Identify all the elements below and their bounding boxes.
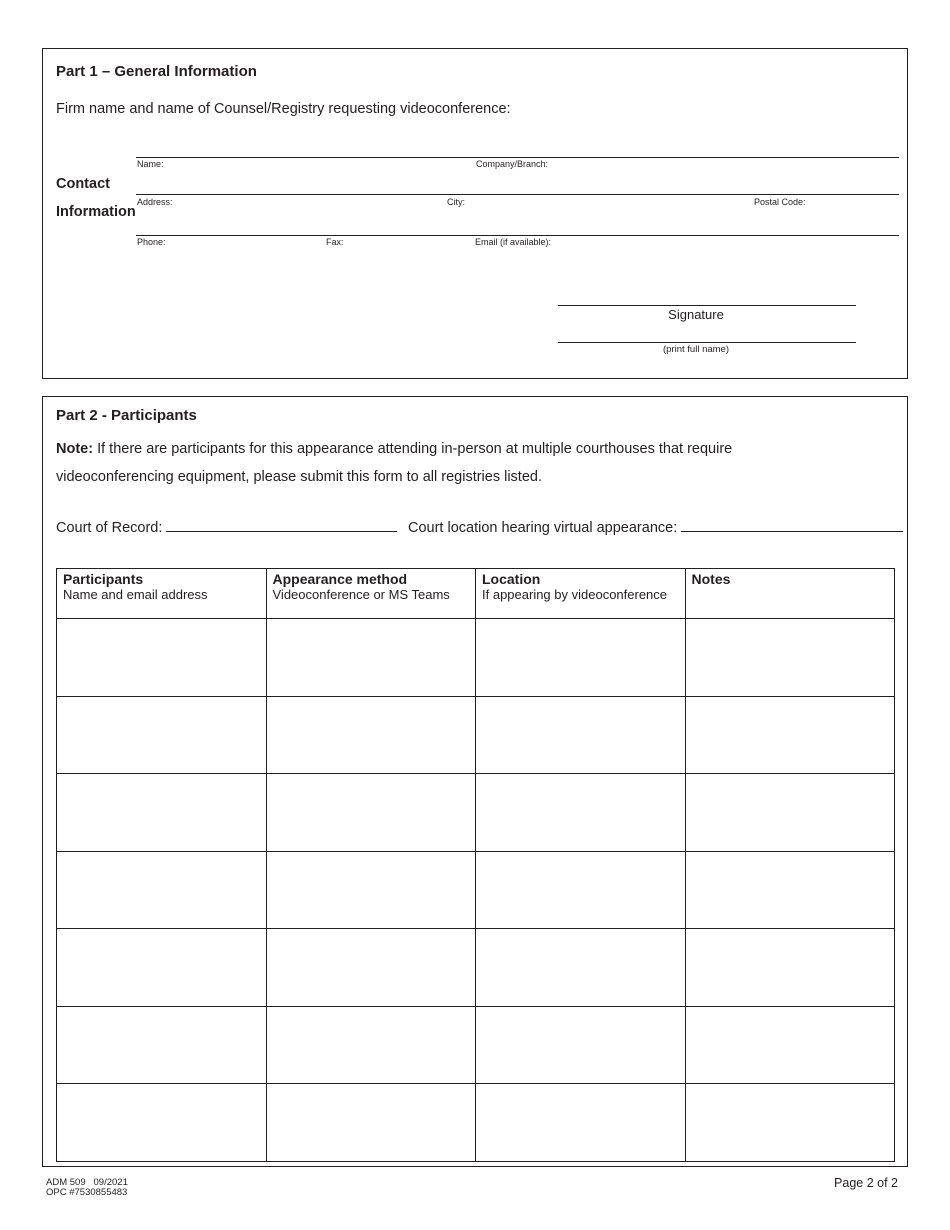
note-label: Note: bbox=[56, 441, 94, 457]
table-row bbox=[57, 696, 895, 774]
email-field[interactable] bbox=[473, 218, 899, 235]
appearance-cell[interactable] bbox=[266, 1084, 476, 1162]
location-cell[interactable] bbox=[476, 929, 686, 1007]
signature-label: Signature bbox=[668, 307, 724, 322]
address-field[interactable] bbox=[136, 177, 441, 194]
address-line bbox=[136, 194, 899, 195]
page-number: Page 2 of 2 bbox=[834, 1176, 898, 1190]
table-row bbox=[57, 929, 895, 1007]
header-location: Location If appearing by videoconference bbox=[476, 569, 686, 619]
table-header-row bbox=[57, 569, 895, 619]
notes-cell[interactable] bbox=[685, 851, 895, 929]
participant-cell[interactable] bbox=[57, 851, 267, 929]
participant-cell[interactable] bbox=[57, 1006, 267, 1084]
fax-field-label: Fax: bbox=[326, 237, 344, 247]
table-row bbox=[57, 851, 895, 929]
table-row bbox=[57, 774, 895, 852]
company-field[interactable] bbox=[474, 140, 899, 157]
participant-cell[interactable] bbox=[57, 619, 267, 697]
city-field[interactable] bbox=[445, 177, 745, 194]
appearance-cell[interactable] bbox=[266, 1006, 476, 1084]
participant-cell[interactable] bbox=[57, 696, 267, 774]
appearance-cell[interactable] bbox=[266, 774, 476, 852]
phone-field[interactable] bbox=[136, 218, 321, 235]
address-field-label: Address: bbox=[137, 197, 173, 207]
appearance-cell[interactable] bbox=[266, 619, 476, 697]
location-cell[interactable] bbox=[476, 774, 686, 852]
location-cell[interactable] bbox=[476, 1006, 686, 1084]
firm-prompt: Firm name and name of Counsel/Registry requesting videoconference: bbox=[56, 101, 511, 117]
part2-title: Part 2 - Participants bbox=[56, 407, 197, 424]
opc-number: OPC #7530855483 bbox=[46, 1187, 128, 1198]
form-code: ADM 509 09/2021 bbox=[46, 1177, 128, 1188]
name-company-line bbox=[136, 157, 899, 158]
postal-field[interactable] bbox=[752, 177, 899, 194]
notes-cell[interactable] bbox=[685, 619, 895, 697]
note-text bbox=[56, 435, 901, 491]
participants-table bbox=[56, 568, 895, 1162]
postal-field-label: Postal Code: bbox=[754, 197, 806, 207]
court-of-record-label: Court of Record: bbox=[56, 520, 163, 536]
notes-cell[interactable] bbox=[685, 696, 895, 774]
header-notes: Notes bbox=[685, 569, 895, 619]
court-of-record-row bbox=[56, 520, 397, 536]
court-location-label: Court location hearing virtual appearance: bbox=[408, 520, 678, 536]
header-participants: Participants Name and email address bbox=[57, 569, 267, 619]
participant-cell[interactable] bbox=[57, 929, 267, 1007]
appearance-cell[interactable] bbox=[266, 696, 476, 774]
email-field-label: Email (if available): bbox=[475, 237, 552, 247]
participant-cell[interactable] bbox=[57, 1084, 267, 1162]
note-line-2: videoconferencing equipment, please submit this form to all registries listed. bbox=[56, 469, 542, 485]
city-field-label: City: bbox=[447, 197, 465, 207]
appearance-cell[interactable] bbox=[266, 929, 476, 1007]
notes-cell[interactable] bbox=[685, 1006, 895, 1084]
location-cell[interactable] bbox=[476, 1084, 686, 1162]
appearance-cell[interactable] bbox=[266, 851, 476, 929]
notes-cell[interactable] bbox=[685, 774, 895, 852]
information-label: Information bbox=[56, 204, 136, 220]
table-row bbox=[57, 1006, 895, 1084]
phone-line bbox=[136, 235, 899, 236]
court-location-row bbox=[408, 520, 903, 536]
name-field-label: Name: bbox=[137, 159, 164, 169]
part1-title: Part 1 – General Information bbox=[56, 63, 257, 80]
location-cell[interactable] bbox=[476, 619, 686, 697]
phone-field-label: Phone: bbox=[137, 237, 166, 247]
print-name-field[interactable] bbox=[558, 322, 856, 342]
court-location-field[interactable] bbox=[681, 521, 903, 532]
court-of-record-field[interactable] bbox=[166, 521, 397, 532]
notes-cell[interactable] bbox=[685, 1084, 895, 1162]
table-row bbox=[57, 1084, 895, 1162]
table-row bbox=[57, 619, 895, 697]
location-cell[interactable] bbox=[476, 696, 686, 774]
signature-field[interactable] bbox=[558, 282, 856, 305]
name-field[interactable] bbox=[136, 140, 471, 157]
notes-cell[interactable] bbox=[685, 929, 895, 1007]
company-field-label: Company/Branch: bbox=[476, 159, 549, 169]
header-appearance-method: Appearance method Videoconference or MS Teams bbox=[266, 569, 476, 619]
print-name-line bbox=[558, 342, 856, 343]
print-name-label: (print full name) bbox=[663, 344, 729, 355]
signature-line bbox=[558, 305, 856, 306]
participant-cell[interactable] bbox=[57, 774, 267, 852]
contact-label: Contact bbox=[56, 176, 110, 192]
note-line-1: If there are participants for this appearance attending in-person at multiple courthouses that require bbox=[93, 441, 733, 457]
location-cell[interactable] bbox=[476, 851, 686, 929]
fax-field[interactable] bbox=[324, 218, 469, 235]
